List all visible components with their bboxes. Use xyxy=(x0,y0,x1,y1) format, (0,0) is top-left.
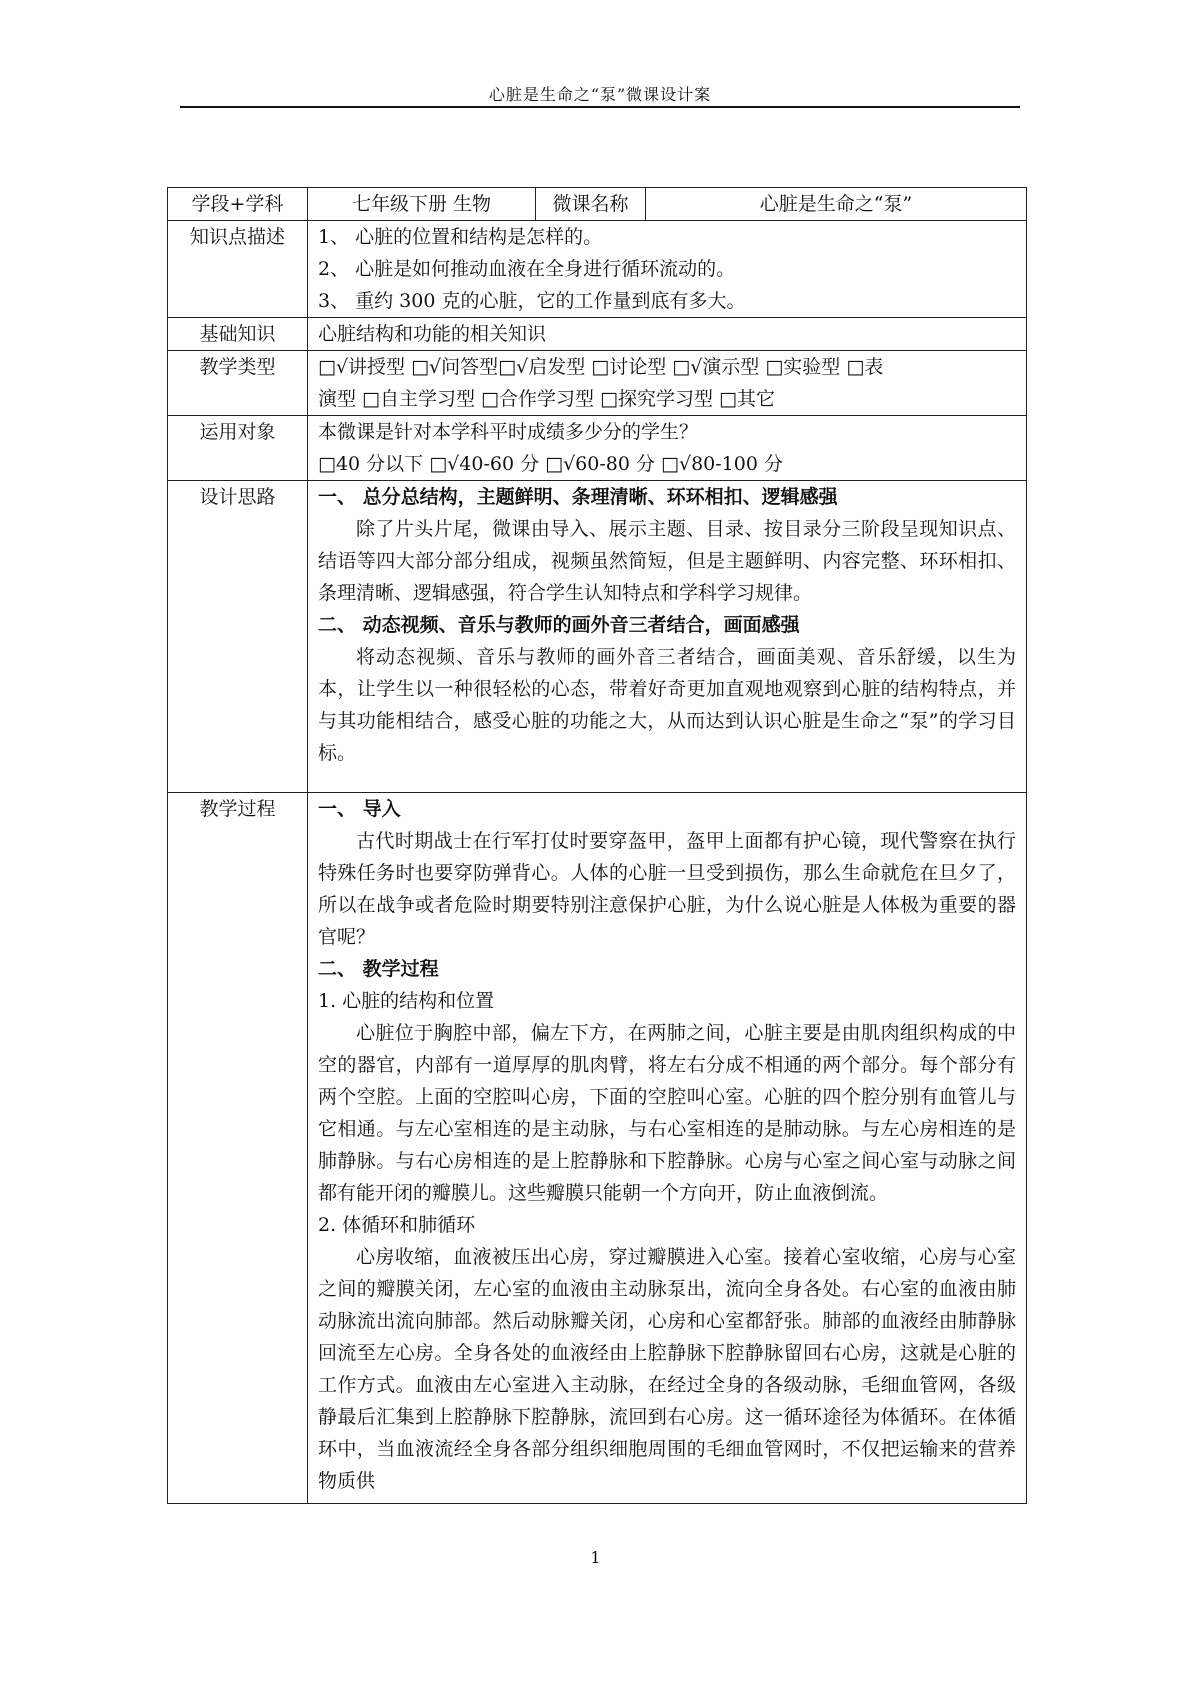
knowledge-item: 1、 心脏的位置和结构是怎样的。 xyxy=(318,226,603,248)
teaching-type-options xyxy=(308,351,1027,416)
row-design xyxy=(168,481,1027,793)
basics-value: 心脏结构和功能的相关知识 xyxy=(308,318,1027,351)
row-basics xyxy=(168,318,1027,351)
subject-label: 学段+学科 xyxy=(168,188,308,221)
row-knowledge xyxy=(168,221,1027,318)
process-content xyxy=(308,793,1027,1504)
design-heading-2: 二、 动态视频、音乐与教师的画外音三者结合，画面感强 xyxy=(318,614,800,636)
teaching-type-line: 演型 □自主学习型 □合作学习型 □探究学习型 □其它 xyxy=(318,388,775,410)
knowledge-label: 知识点描述 xyxy=(168,221,308,318)
design-paragraph-1: 除了片头片尾，微课由导入、展示主题、目录、按目录分三阶段呈现知识点、结语等四大部分部分组成，视频虽然简短，但是主题鲜明、内容完整、环环相扣、条理清晰、逻辑感强，符合学生认知特点和学科学习规律。 xyxy=(318,518,1016,604)
row-subject xyxy=(168,188,1027,221)
course-name-value: 心脏是生命之“泵” xyxy=(646,188,1027,221)
design-heading-1: 一、 总分总结构，主题鲜明、条理清晰、环环相扣、逻辑感强 xyxy=(318,486,838,508)
subject-value: 七年级下册 生物 xyxy=(308,188,536,221)
target-question: 本微课是针对本学科平时成绩多少分的学生？ xyxy=(318,421,699,443)
process-paragraph-circulation: 心房收缩，血液被压出心房，穿过瓣膜进入心室。接着心室收缩，心房与心室之间的瓣膜关闭，左心室的血液由主动脉泵出，流向全身各处。右心室的血液由肺动脉流出流向肺部。然后动脉瓣关闭，心房和心室都舒张。肺部的血液经由肺静脉回流至左心房。全身各处的血液经由上腔静脉下腔静脉留回右心房，这就是心脏的工作方式。血液由左心室进入主动脉，在经过全身的各级动脉，毛细血管网，各级静最后汇集到上腔静脉下腔静脉，流回到右心房。这一循环途径为体循环。在体循环中，当血液流经全身各部分组织细胞周围的毛细血管网时，不仅把运输来的营养物质供 xyxy=(318,1246,1016,1492)
design-paragraph-2: 将动态视频、音乐与教师的画外音三者结合，画面美观、音乐舒缓，以生为本，让学生以一种很轻松的心态，带着好奇更加直观地观察到心脏的结构特点，并与其功能相结合，感受心脏的功能之大，从而达到认识心脏是生命之“泵”的学习目标。 xyxy=(318,646,1016,764)
teaching-type-label: 教学类型 xyxy=(168,351,308,416)
target-content xyxy=(308,416,1027,481)
process-subheading-structure: 1. 心脏的结构和位置 xyxy=(318,990,495,1012)
basics-label: 基础知识 xyxy=(168,318,308,351)
process-subheading-circulation: 2. 体循环和肺循环 xyxy=(318,1214,476,1236)
knowledge-content xyxy=(308,221,1027,318)
process-paragraph-structure: 心脏位于胸腔中部，偏左下方，在两肺之间，心脏主要是由肌肉组织构成的中空的器官，内部有一道厚厚的肌肉臂，将左右分成不相通的两个部分。每个部分有两个空腔。上面的空腔叫心房，下面的空腔叫心室。心脏的四个腔分别有血管儿与它相通。与左心室相连的是主动脉，与右心室相连的是肺动脉。与左心房相连的是肺静脉。与右心房相连的是上腔静脉和下腔静脉。心房与心室之间心室与动脉之间都有能开闭的瓣膜儿。这些瓣膜只能朝一个方向开，防止血液倒流。 xyxy=(318,1022,1016,1204)
knowledge-item: 3、 重约 300 克的心脏，它的工作量到底有多大。 xyxy=(318,290,746,312)
target-options: □40 分以下 □√40-60 分 □√60-80 分 □√80-100 分 xyxy=(318,453,783,475)
process-label: 教学过程 xyxy=(168,793,308,1504)
design-label: 设计思路 xyxy=(168,481,308,793)
page-number: 1 xyxy=(590,1548,601,1567)
page-header-title: 心脏是生命之“泵”微课设计案 xyxy=(488,85,712,104)
knowledge-item: 2、 心脏是如何推动血液在全身进行循环流动的。 xyxy=(318,258,736,280)
course-design-table xyxy=(167,187,1027,1504)
row-process xyxy=(168,793,1027,1504)
teaching-type-line: □√讲授型 □√问答型□√启发型 □讨论型 □√演示型 □实验型 □表 xyxy=(318,356,884,378)
course-name-label: 微课名称 xyxy=(536,188,646,221)
design-content xyxy=(308,481,1027,793)
header-rule xyxy=(180,106,1020,108)
target-label: 运用对象 xyxy=(168,416,308,481)
process-heading-main: 二、 教学过程 xyxy=(318,958,439,980)
process-paragraph-intro: 古代时期战士在行军打仗时要穿盔甲，盔甲上面都有护心镜，现代警察在执行特殊任务时也要穿防弹背心。人体的心脏一旦受到损伤，那么生命就危在旦夕了，所以在战争或者危险时期要特别注意保护心脏，为什么说心脏是人体极为重要的器官呢？ xyxy=(318,830,1016,948)
row-target xyxy=(168,416,1027,481)
process-heading-intro: 一、 导入 xyxy=(318,798,401,820)
row-teaching-type xyxy=(168,351,1027,416)
